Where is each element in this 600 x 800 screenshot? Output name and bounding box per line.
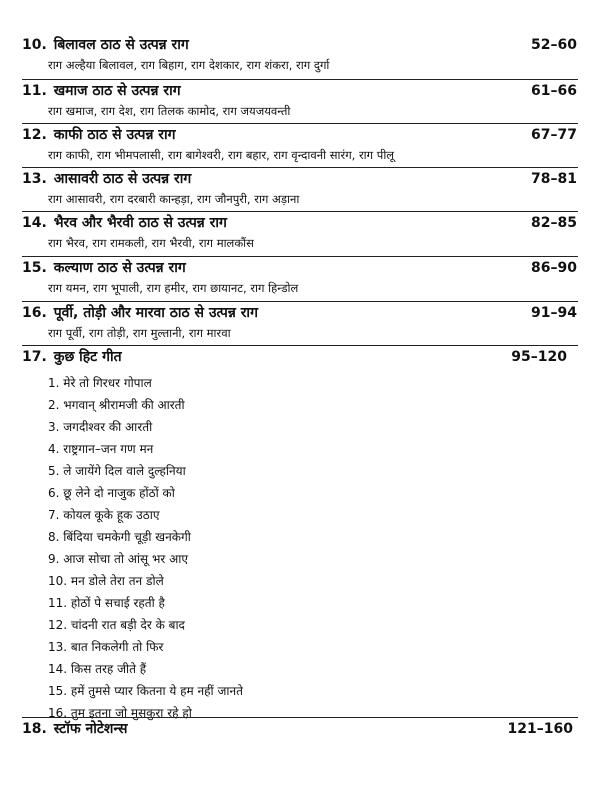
toc-entry-11: [22, 80, 577, 120]
song-number: 13.: [48, 640, 68, 654]
list-item: [48, 680, 448, 702]
section-number: 17.: [22, 349, 47, 365]
song-number: 16.: [48, 706, 68, 720]
section-title: कल्याण ठाठ से उत्पन्न राग: [53, 260, 186, 276]
song-title: भगवान् श्रीरामजी की आरती: [63, 398, 185, 412]
list-item: [48, 548, 448, 570]
raga-list: राग खमाज, राग देश, राग तिलक कामोद, राग जयजयवन्ती: [48, 104, 291, 118]
raga-list: राग पूर्वी, राग तोड़ी, राग मुल्तानी, राग मारवा: [48, 326, 231, 340]
raga-list: राग आसावरी, राग दरबारी कान्हड़ा, राग जौनपुरी, राग अड़ाना: [48, 192, 300, 206]
page-range: 91–94: [531, 305, 577, 321]
page-range: 95–120: [511, 349, 567, 365]
page-range: 86–90: [531, 260, 577, 276]
section-title: आसावरी ठाठ से उत्पन्न राग: [53, 171, 192, 187]
song-number: 3.: [48, 420, 60, 434]
section-title: खमाज ठाठ से उत्पन्न राग: [53, 83, 181, 99]
toc-heading: [22, 80, 577, 102]
raga-list: राग भैरव, राग रामकली, राग भैरवी, राग मालकौंस: [48, 236, 254, 250]
section-number: 18.: [22, 721, 47, 737]
list-item: [48, 438, 448, 460]
toc-heading: [22, 302, 577, 324]
section-title: काफी ठाठ से उत्पन्न राग: [53, 127, 176, 143]
song-number: 14.: [48, 662, 68, 676]
song-title: मन डोले तेरा तन डोले: [70, 574, 164, 588]
list-item: [48, 460, 448, 482]
song-title: बात निकलेगी तो फिर: [70, 640, 164, 654]
list-item: [48, 372, 448, 394]
song-title: जगदीश्वर की आरती: [63, 420, 153, 434]
raga-list: राग यमन, राग भूपाली, राग हमीर, राग छायानट, राग हिन्डोल: [48, 281, 299, 295]
list-item: [48, 482, 448, 504]
song-number: 4.: [48, 442, 60, 456]
toc-heading: [22, 168, 577, 190]
song-title: राष्ट्रगान–जन गण मन: [63, 442, 154, 456]
toc-entry-15: [22, 257, 577, 297]
toc-entry-17: [22, 346, 577, 368]
section-number: 11.: [22, 83, 47, 99]
page-range: 67–77: [531, 127, 577, 143]
section-number: 15.: [22, 260, 47, 276]
song-number: 8.: [48, 530, 60, 544]
toc-entry-14: [22, 212, 577, 252]
list-item: [48, 636, 448, 658]
song-title: किस तरह जीते हैं: [70, 662, 147, 676]
list-item: [48, 570, 448, 592]
song-number: 9.: [48, 552, 60, 566]
song-title: चांदनी रात बड़ी देर के बाद: [70, 618, 185, 632]
toc-heading: [22, 346, 577, 368]
section-title: भैरव और भैरवी ठाठ से उत्पन्न राग: [53, 215, 227, 231]
toc-heading: [22, 34, 577, 56]
song-title: छू लेने दो नाजुक होंठों को: [63, 486, 175, 500]
list-item: [48, 526, 448, 548]
section-title: पूर्वी, तोड़ी और मारवा ठाठ से उत्पन्न राग: [53, 305, 258, 321]
toc-heading: [22, 257, 577, 279]
toc-heading: [22, 124, 577, 146]
list-item: [48, 394, 448, 416]
section-title: स्टॉफ नोटेशन्स: [53, 721, 128, 737]
list-item: [48, 592, 448, 614]
section-number: 10.: [22, 37, 47, 53]
section-title: बिलावल ठाठ से उत्पन्न राग: [53, 37, 189, 53]
song-title: हमें तुमसे प्यार कितना ये हम नहीं जानते: [70, 684, 243, 698]
song-number: 7.: [48, 508, 60, 522]
section-number: 14.: [22, 215, 47, 231]
song-number: 12.: [48, 618, 68, 632]
song-number: 10.: [48, 574, 68, 588]
song-number: 2.: [48, 398, 60, 412]
section-title: कुछ हिट गीत: [53, 349, 122, 365]
song-title: तुम इतना जो मुसकुरा रहे हो: [70, 706, 192, 720]
list-item: [48, 614, 448, 636]
toc-heading: [22, 212, 577, 234]
toc-entry-16: [22, 302, 577, 342]
song-title: कोयल कूके हूक उठाए: [63, 508, 160, 522]
section-number: 16.: [22, 305, 47, 321]
page-range: 52–60: [531, 37, 577, 53]
song-number: 6.: [48, 486, 60, 500]
song-title: बिंदिया चमकेगी चूड़ी खनकेगी: [63, 530, 191, 544]
list-item: [48, 504, 448, 526]
song-number: 11.: [48, 596, 68, 610]
song-number: 1.: [48, 376, 60, 390]
song-title: मेरे तो गिरधर गोपाल: [63, 376, 152, 390]
list-item: [48, 416, 448, 438]
song-list: [48, 372, 448, 724]
toc-heading: [22, 718, 577, 740]
page-range: 78–81: [531, 171, 577, 187]
list-item: [48, 658, 448, 680]
toc-entry-18: [22, 718, 577, 740]
song-number: 15.: [48, 684, 68, 698]
toc-entry-10: [22, 34, 577, 74]
section-number: 12.: [22, 127, 47, 143]
page-range: 61–66: [531, 83, 577, 99]
song-title: ले जायेंगे दिल वाले दुल्हनिया: [63, 464, 186, 478]
raga-list: राग काफी, राग भीमपलासी, राग बागेश्वरी, राग बहार, राग वृन्दावनी सारंग, राग पीलू: [48, 148, 395, 162]
song-title: आज सोचा तो आंसू भर आए: [63, 552, 189, 566]
toc-entry-12: [22, 124, 577, 164]
section-number: 13.: [22, 171, 47, 187]
song-number: 5.: [48, 464, 60, 478]
page-range: 121–160: [507, 721, 573, 737]
page-range: 82–85: [531, 215, 577, 231]
toc-entry-13: [22, 168, 577, 208]
song-title: होठों पे सचाई रहती है: [70, 596, 165, 610]
raga-list: राग अल्हैया बिलावल, राग बिहाग, राग देशकार, राग शंकरा, राग दुर्गा: [48, 58, 330, 72]
